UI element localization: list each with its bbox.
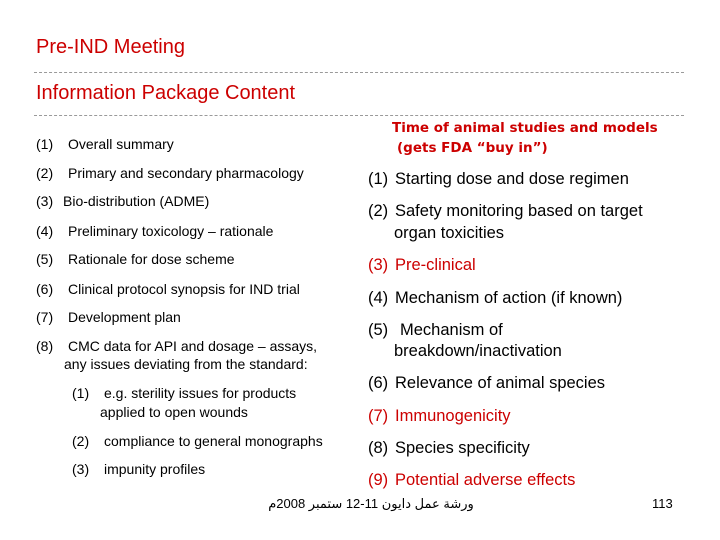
left-item-7: (7) Development plan [36, 309, 181, 325]
right-item-6: (6) Relevance of animal species [368, 374, 606, 392]
left-item-4: (4) Preliminary toxicology – rationale [36, 223, 274, 239]
left-item-1: (1) Overall summary [36, 136, 174, 152]
right-header-line1: Time of animal studies and models [392, 120, 658, 136]
sub-item-3: (3) impunity profiles [72, 461, 206, 477]
right-item-9: (9) Potential adverse effects [368, 471, 576, 489]
right-item-2-continued: organ toxicities [394, 224, 505, 242]
right-item-7: (7) Immunogenicity [368, 407, 511, 425]
right-item-3: (3) Pre-clinical [368, 256, 476, 274]
right-item-5-continued: breakdown/inactivation [394, 342, 562, 360]
right-item-5: (5) Mechanism of [368, 321, 503, 339]
left-item-8-continued: any issues deviating from the standard: [64, 356, 308, 372]
sub-item-1-continued: applied to open wounds [100, 404, 248, 420]
right-item-8: (8) Species specificity [368, 439, 530, 457]
slide-title-line1: Pre-IND Meeting [36, 36, 185, 58]
right-header-line2: (gets FDA “buy in”) [397, 140, 548, 156]
left-item-6: (6) Clinical protocol synopsis for IND trial [36, 281, 300, 297]
title-divider-bottom [34, 115, 684, 116]
left-item-5: (5) Rationale for dose scheme [36, 251, 235, 267]
sub-item-2: (2) compliance to general monographs [72, 433, 323, 449]
title-divider-top [34, 72, 684, 73]
footer-text: ﻭﺭﺷﺔ ﻋﻤﻞ ﺩﺍﻳﻮﻥ 11-12 ﺳﺘﻤﺒﺮ 2008ﻡ [268, 496, 474, 511]
right-item-1: (1) Starting dose and dose regimen [368, 170, 629, 188]
page-number: 113 [652, 496, 673, 511]
right-item-4: (4) Mechanism of action (if known) [368, 289, 623, 307]
slide-title-line2: Information Package Content [36, 82, 296, 104]
right-item-2: (2) Safety monitoring based on target [368, 202, 643, 220]
left-item-3: (3) Bio-distribution (ADME) [36, 193, 210, 209]
sub-item-1: (1) e.g. sterility issues for products [72, 385, 297, 401]
left-item-2: (2) Primary and secondary pharmacology [36, 165, 304, 181]
left-item-8: (8) CMC data for API and dosage – assays, [36, 338, 318, 354]
